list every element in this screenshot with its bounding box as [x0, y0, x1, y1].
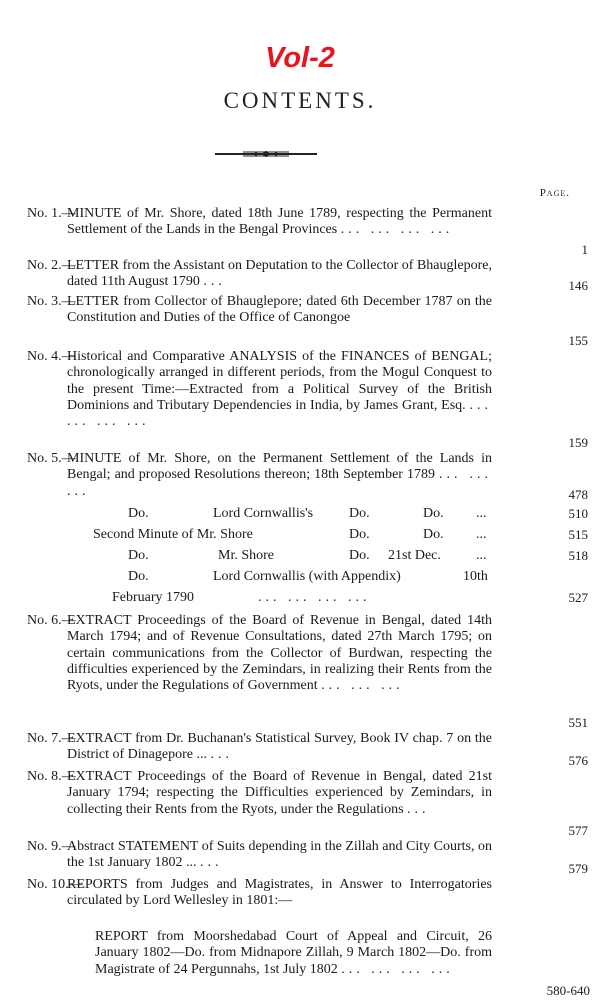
- entry-text: REPORTS from Judges and Magistrates, in Answer to Interrogatories circulated by Lord Wellesley in 1801:—: [67, 877, 492, 909]
- entry-number: No. 3.—: [27, 294, 76, 309]
- entry-page: 579: [568, 860, 588, 876]
- entry-page: 155: [568, 332, 588, 348]
- entry-number: No. 7.—: [27, 731, 76, 746]
- contents-entry: [0, 294, 600, 349]
- entry-text: EXTRACT from Dr. Buchanan's Statistical Survey, Book IV chap. 7 on the District of Dinagepore ... ...: [67, 731, 492, 763]
- contents-entry: [0, 839, 600, 877]
- entry-text: MINUTE of Mr. Shore, on the Permanent Settlement of the Lands in Bengal; and proposed Resolutions thereon; 18th September 1789 ... ... ...: [67, 451, 493, 499]
- entry-page: 515: [568, 527, 588, 542]
- entry-page: 580-640: [546, 983, 590, 998]
- report-sub-entry: REPORT from Moorshedabad Court of Appeal and Circuit, 26 January 1802—Do. from Midnapore Zillah, 9 March 1802—Do. from Magistrate of 24 Pergunnahs, 1st July 1802 ... ... ... ...: [95, 929, 492, 977]
- entry-number: No. 9.—: [27, 839, 76, 854]
- contents-entry: [0, 769, 600, 839]
- contents-title: CONTENTS.: [223, 88, 377, 113]
- contents-entry: [0, 349, 600, 451]
- entry-number: No. 4.—: [27, 349, 76, 364]
- ornament-divider-icon: [213, 147, 319, 161]
- entry-page: 510: [568, 506, 588, 521]
- sub-entry-row: Do. Lord Cornwallis (with Appendix) 10th: [128, 569, 488, 584]
- entry-number: No. 1.—: [27, 206, 76, 221]
- contents-entry: [0, 731, 600, 769]
- entry-text: Abstract STATEMENT of Suits depending in the Zillah and City Courts, on the 1st January 1802 ... ...: [67, 839, 492, 871]
- entry-page: 478: [568, 486, 588, 502]
- entry-text: LETTER from Collector of Bhauglepore; dated 6th December 1787 on the Constitution and Duties of the Office of Canongoe: [67, 294, 492, 326]
- entry-text: Historical and Comparative ANALYSIS of the FINANCES of BENGAL; chronologically arranged in different periods, from the Mogul Conquest to the present Time:—Extracted from a Political Survey of the British Dominions and Tributary Dependencies in India, by James Grant, Esq. ... ... ... ...: [67, 349, 493, 430]
- contents-entry: [0, 451, 600, 503]
- entry-page: 146: [568, 277, 588, 293]
- entry-number: No. 5.—: [27, 451, 76, 466]
- entry-text: MINUTE of Mr. Shore, dated 18th June 1789, respecting the Permanent Settlement of the Lands in the Bengal Provinces ... ... ... ...: [67, 206, 492, 238]
- entry-page: 1: [581, 241, 588, 257]
- entry-number: No. 8.—: [27, 769, 76, 784]
- page-column-header: Page.: [539, 187, 570, 199]
- contents-entry: [0, 613, 600, 731]
- volume-label: Vol-2: [265, 42, 335, 74]
- entry-page: 527: [568, 590, 588, 605]
- sub-entry-row: Second Minute of Mr. Shore Do. Do. ... 515: [0, 524, 600, 545]
- entry-page: 159: [568, 434, 588, 450]
- sub-entry-row: February 1790 ... ... ... ... 527: [0, 587, 600, 608]
- entry-page: 551: [568, 714, 588, 730]
- sub-entry-row: Do. Mr. Shore Do. 21st Dec. ... 518: [0, 545, 600, 566]
- contents-entry: [0, 206, 600, 258]
- entry-page: 577: [568, 822, 588, 838]
- entry-number: No. 6.—: [27, 613, 76, 628]
- entry-number: No. 10.—: [27, 877, 83, 892]
- contents-entry: [0, 877, 600, 929]
- entry-text: EXTRACT Proceedings of the Board of Revenue in Bengal, dated 21st January 1794; respecting the Difficulties experienced by Zemindars, in collecting their Rents from the Ryots, under the Regulations ...: [67, 769, 492, 817]
- sub-entry-row: Do. Lord Cornwallis's Do. Do. ... 510: [0, 503, 600, 524]
- entry-text: EXTRACT Proceedings of the Board of Revenue in Bengal, dated 14th March 1794; and of Revenue Consultations, dated 27th March 1795; on certain communications from the Collector of Burdwan, respecting the difficulties experienced by the Zemindars, in realizing their Rents from the Ryots, under the Regulations of Government ... ... ...: [67, 613, 492, 694]
- entry-number: No. 2.—: [27, 258, 76, 273]
- entry-page: 518: [568, 548, 588, 563]
- contents-list: [0, 206, 600, 998]
- entry-text: LETTER from the Assistant on Deputation to the Collector of Bhauglepore, dated 11th August 1790 ...: [67, 258, 492, 290]
- contents-entry: [0, 258, 600, 294]
- entry-page: 576: [568, 752, 588, 768]
